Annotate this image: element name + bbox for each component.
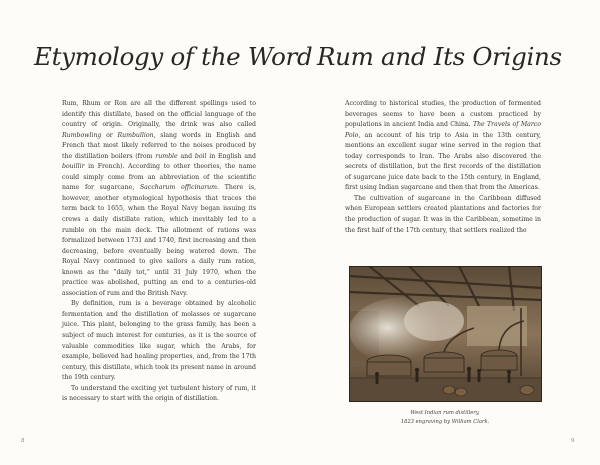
italic-text: Rumbullion — [117, 131, 154, 139]
paragraph: According to historical studies, the production of fermented beverages seems to have been a custom practiced by populations in ancient India and China. The Travels of Marco Polo, an account of his trip to Asia in the 13th century, mentions an excellent sugar wine served in the region that today corresponds to Iran. The Arabs also discovered the secrets of distillation, but the first records of the distillation of sugarcane juice date back to the 15th century, in England, first using Indian sugarcane and then that from the Americas. — [345, 100, 541, 192]
caption-line: 1823 engraving by William Clark. — [400, 419, 490, 425]
engraving-illustration — [349, 266, 542, 402]
right-page — [300, 0, 600, 465]
paragraph: The cultivation of sugarcane in the Caribbean diffused when European settlers created plantations and factories for the production of sugar. It was in the Caribbean, sometime in the first half of the 17th century, that settlers realized the — [345, 194, 541, 234]
page-title-left: Etymology of the Word — [34, 42, 313, 71]
page-number-left: 8 — [21, 438, 25, 444]
caption-line: West Indian rum distillery, — [410, 410, 480, 416]
left-body-text — [62, 99, 256, 405]
italic-text: Saccharum officinarum — [139, 184, 218, 192]
italic-text: The Travels of Marco Polo — [345, 121, 541, 139]
italic-text: rumble — [155, 152, 178, 160]
paragraph: To understand the exciting yet turbulent history of rum, it is necessary to start with the origin of distillation. — [62, 384, 256, 403]
page-title-right: Rum and Its Origins — [317, 42, 562, 71]
italic-text: Rumbowling — [62, 131, 102, 139]
page-number-right: 9 — [571, 438, 575, 444]
italic-text: bouillir — [62, 163, 85, 171]
italic-text: boil — [194, 152, 207, 160]
distillery-engraving — [349, 266, 542, 402]
figure-caption — [340, 409, 550, 427]
paragraph: By definition, rum is a beverage obtained by alcoholic fermentation and the distillation of molasses or sugarcane juice. This plant, belonging to the grass family, has been a subject of much interest for centuries, as it is the source of valuable commodities like sugar, which the Arabs, for example, believed had healing properties, and, from the 17th century, this distillate, which took its present name in around the 19th century. — [62, 300, 256, 382]
right-body-text — [345, 99, 541, 236]
paragraph: Rum, Rhum or Ron are all the different spellings used to identify this distillate, based on the official language of the country of origin. Originally, the drink was also called Rumbowling or Rumbullion, slang words in English and French that most likely referred to the noises produced by the distillation boilers (from rumble and boil in English and bouillir in French). According to other theories, the name could simply come from an abbreviation of the scientific name for sugarcane, Saccharum officinarum. There is, however, another etymological hypothesis that traces the term back to 1655, when the Royal Navy began issuing its crews a daily distillate ration, which inevitably led to a rumble on the main deck. The allotment of rations was formalized between 1731 and 1740, first increasing and then decreasing, before eventually being watered down. The Royal Navy continued to give sailors a daily rum ration, known as the “daily tot,” until 31 July 1970, when the practice was abolished, putting an end to a centuries-old association of rum and the British Navy. — [62, 100, 257, 297]
